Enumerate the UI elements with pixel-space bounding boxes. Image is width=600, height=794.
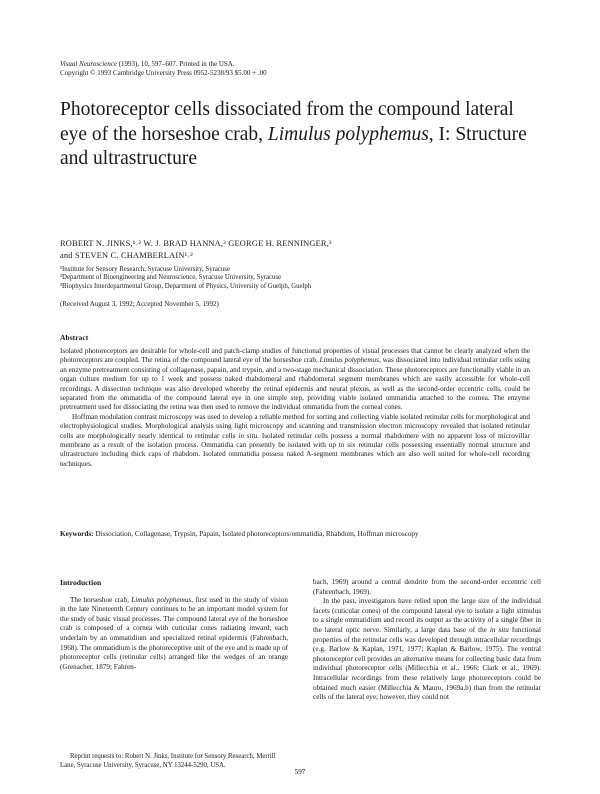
intro-paragraph-1: The horseshoe crab, Limulus polyphemus, first used in the study of vision in the late Nineteenth Century continues to be an important model system for the study of basic visual processes. The compound lateral eye of the horseshoe crab is composed of a cornea with cuticular cones radiating inward; each underlain by an ommatidium and specialized retinal epidermis (Fahrenbach, 1968). The ommatidium is the photoreceptive unit of the eye and is made up of photoreceptor cells (retinular cells) arranged like the wedges of an orange (Grenacher, 1879; Fahren- [60, 595, 289, 671]
paper-title: Photoreceptor cells dissociated from the compound lateral eye of the horseshoe crab, Limulus polyphemus, I: Structure and ultrastructure [60, 99, 527, 169]
left-column [60, 578, 288, 672]
affiliation-2: ²Department of Bioengineering and Neuroscience, Syracuse University, Syracuse [60, 274, 282, 282]
keywords-label: Keywords: [60, 530, 94, 538]
affiliations [60, 266, 540, 291]
species-name: Limulus polyphemus [267, 123, 429, 145]
copyright-line: Copyright © 1993 Cambridge University Press 0952-5238/93 $5.00 + .00 [60, 68, 267, 77]
received-dates: (Received August 3, 1992; Accepted November 5, 1992) [60, 300, 219, 308]
keywords-list: Dissociation, Collagenase, Trypsin, Papain, Isolated photoreceptors/ommatidia, Rhabdom, Hoffman microscopy [93, 530, 419, 538]
abstract-body [60, 347, 530, 469]
affiliation-1: ¹Institute for Sensory Research, Syracuse University, Syracuse [60, 266, 230, 273]
abstract-paragraph-1: Isolated photoreceptors are desirable for whole-cell and patch-clamp studies of functional properties of visual processes that cannot be clearly analyzed when the photoreceptors are coupled. The retina of the compound lateral eye of the horseshoe crab, Limulus polyphemus, was dissociated into individual retinular cells using an enzyme pretreatment consisting of collagenase, papain, and trypsin, and a two-stage mechanical dissociation. These photoreceptors are functionally viable in an organ culture medium for up to 1 week and possess naked rhabdomeral and rhabdomeral segment membranes which are easily accessible for whole-cell recordings. A dissection technique was also developed whereby the retinal epidermis and neural plexus, as well as the second-order eccentric cells, could be separated from the ommatidia of the compound lateral eye in one simple step, providing viable isolated ommatidia attached to the cornea. The enzyme pretreatment used for dissociating the retina was then used to remove the individual ommatidia from the corneal cones. [60, 347, 531, 412]
reprint-footnote: Reprint requests to: Robert N. Jinks, Institute for Sensory Research, Merrill Lane, Syracuse University, Syracuse, NY 13244-5290, USA. [60, 753, 276, 769]
journal-citation-rest: (1993), 10, 597–607. Printed in the USA. [116, 60, 235, 68]
journal-name: Visual Neuroscience [60, 60, 117, 68]
abstract-heading: Abstract [60, 333, 89, 342]
author-list [60, 238, 540, 262]
keywords [60, 530, 530, 539]
introduction-heading: Introduction [60, 578, 102, 587]
intro-paragraph-2: In the past, investigators have relied upon the large size of the individual facets (cuticular cones) of the compound lateral eye to isolate a light stimulus to a single ommatidium and record its output as the activity of a single fiber in the lateral optic nerve. Similarly, a large data base of the in situ functional properties of the retinular cells was developed through intracellular recordings (e.g. Barlow & Kaplan, 1971, 1977; Kaplan & Barlow, 1975). The ventral photoreceptor cell provides an alternative means for collecting basic data from individual photoreceptor cells (Millecchia et al., 1966; Clark et al., 1969). Intracellular recordings from these relatively large photoreceptors could be obtained much easier (Millecchia & Mauro, 1969a,b) than from the retinular cells of the lateral eye; however, they could not [313, 597, 541, 702]
journal-citation-line [60, 60, 540, 69]
page-number: 597 [294, 768, 306, 776]
affiliation-3: ³Biophysics Interdepartmental Group, Department of Physics, University of Guelph, Guelph [60, 282, 312, 290]
journal-header [60, 60, 540, 77]
abstract-paragraph-2: Hoffman modulation contrast microscopy was used to develop a reliable method for sorting and collecting viable isolated retinular cells for morphological and electrophysiological studies. Morphological analysis using light microscopy and scanning and transmission electron microscopy revealed that isolated retinular cells are morphologically nearly identical to retinular cells in situ. Isolated retinular cells possess a normal rhabdomere with no apparent loss of microvillar membrane as a result of the isolation process. Ommatidia can presently be isolated with up to six retinular cells possessing essentially normal structure and ultrastructure including thick caps of rhabdom. Isolated ommatidia possess naked A-segment membranes which are also well suited for whole-cell recording techniques. [60, 412, 530, 468]
author-line-2: and STEVEN C. CHAMBERLAIN¹˒² [60, 251, 193, 260]
intro-paragraph-1-continued: bach, 1969) around a central dendrite from the second-order eccentric cell (Fahrenbach, 1969). [313, 578, 541, 596]
author-line-1: ROBERT N. JINKS,¹˒² W. J. BRAD HANNA,³ GEORGE H. RENNINGER,³ [60, 239, 332, 248]
right-column [313, 578, 541, 703]
